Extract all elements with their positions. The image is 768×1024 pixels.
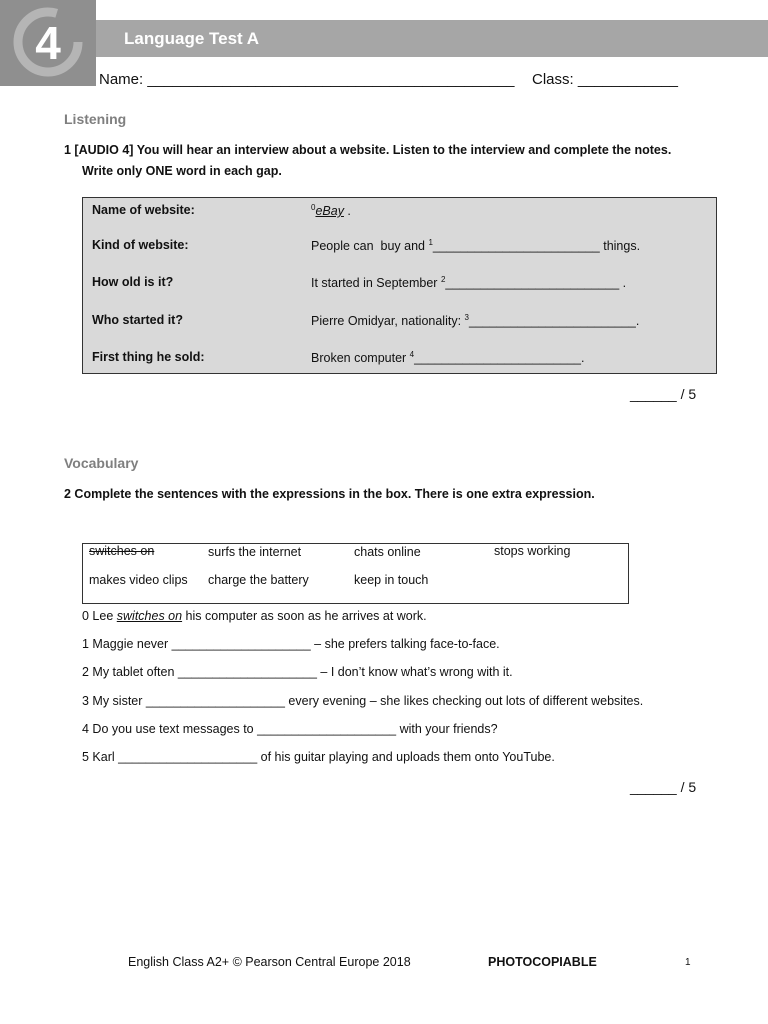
unit-badge [0, 0, 96, 86]
gap-number: 3 [464, 313, 469, 322]
footer-copyright: English Class A2+ © Pearson Central Europe 2018 [128, 955, 411, 969]
notes-table [82, 197, 717, 374]
notes-label: Who started it? [92, 313, 183, 327]
example-sentence: 0 Lee switches on his computer as soon as he arrives at work. [82, 609, 427, 623]
example-answer: eBay [315, 204, 344, 219]
expression-item: charge the battery [208, 573, 309, 587]
listening-instruction-2: Write only ONE word in each gap. [82, 164, 282, 178]
notes-value: Pierre Omidyar, nationality: $^3$________________________. [311, 313, 640, 329]
expression-item: keep in touch [354, 573, 429, 587]
listening-score: ______ / 5 [630, 386, 697, 402]
notes-label: How old is it? [92, 275, 174, 289]
listening-instruction-1: 1 [AUDIO 4] You will hear an interview about a website. Listen to the interview and complete the notes. [64, 143, 672, 157]
footer-photocopiable: PHOTOCOPIABLE [488, 955, 597, 969]
sentence-item: 4 Do you use text messages to ____________________ with your friends? [82, 722, 498, 736]
vocabulary-heading: Vocabulary [64, 455, 139, 471]
class-row [532, 71, 678, 88]
example-answer: switches on [116, 609, 183, 623]
notes-value: Broken computer $^4$________________________. [311, 350, 585, 366]
notes-label: First thing he sold: [92, 350, 205, 364]
notes-value: It started in September $^2$_________________________ . [311, 275, 627, 291]
expression-item: makes video clips [89, 573, 188, 587]
expression-item: chats online [354, 545, 421, 559]
sentence-item: 2 My tablet often ____________________ – I don’t know what’s wrong with it. [82, 665, 513, 679]
answer-blank: ________________________. [469, 314, 640, 329]
title-bar [96, 20, 768, 57]
notes-value: People can buy and $^1$________________________ things. [311, 238, 641, 254]
notes-label: Name of website: [92, 203, 195, 217]
class-label: Class: [532, 71, 574, 88]
gap-number: 2 [440, 275, 446, 284]
name-blank: ____________________________________________ [147, 71, 515, 88]
sentence-item: 3 My sister ____________________ every evening – she likes checking out lots of different websites. [82, 694, 644, 708]
name-row [99, 71, 514, 88]
sentence-item: 1 Maggie never ____________________ – she prefers talking face-to-face. [82, 637, 500, 651]
page-number: 1 [685, 957, 691, 968]
class-blank: ____________ [577, 71, 678, 88]
expression-item: stops working [494, 544, 571, 558]
notes-value: $^0$eBay . [311, 203, 351, 219]
gap-number: 1 [428, 238, 433, 247]
answer-blank: _________________________ . [445, 276, 627, 291]
expression-item: switches on [89, 544, 155, 558]
vocabulary-score: ______ / 5 [630, 779, 697, 795]
answer-blank: ________________________. [414, 351, 585, 366]
answer-blank: ________________________ things. [432, 239, 641, 254]
listening-heading: Listening [64, 111, 127, 127]
page-title: Language Test A [124, 29, 260, 48]
name-label: Name: [99, 71, 144, 88]
expression-box [82, 543, 629, 604]
expression-item: surfs the internet [208, 545, 302, 559]
gap-number: 0 [311, 203, 316, 212]
gap-number: 4 [409, 350, 415, 359]
sentence-item: 5 Karl ____________________ of his guitar playing and uploads them onto YouTube. [82, 750, 555, 764]
unit-number: 4 [35, 17, 61, 69]
vocabulary-instruction: 2 Complete the sentences with the expressions in the box. There is one extra expression. [64, 487, 595, 501]
notes-label: Kind of website: [92, 238, 189, 252]
